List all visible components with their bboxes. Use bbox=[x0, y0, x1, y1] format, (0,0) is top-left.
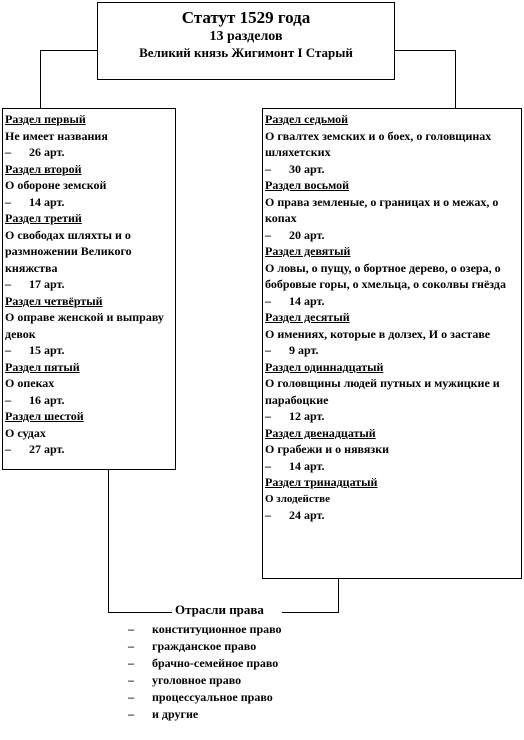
section-title: Раздел девятый bbox=[265, 244, 351, 258]
section-articles: – 27 арт. bbox=[5, 442, 65, 456]
statute-title: Статут 1529 года bbox=[181, 8, 311, 27]
section-articles: – 14 арт. bbox=[5, 194, 65, 209]
section-description: О гвалтех земских и о боех, о головщинах шляхетских bbox=[265, 128, 492, 159]
section-articles: – 24 арт. bbox=[265, 508, 325, 522]
section-item bbox=[265, 111, 519, 177]
section-articles: – 20 арт. bbox=[265, 227, 325, 242]
section-articles: – 15 арт. bbox=[5, 343, 65, 357]
section-articles: – 9 арт. bbox=[265, 343, 319, 357]
statute-subtitle: 13 разделов bbox=[209, 29, 283, 44]
statute-header-box bbox=[97, 2, 395, 80]
section-title: Раздел шестой bbox=[5, 409, 84, 423]
connector-left-horizontal bbox=[40, 50, 97, 51]
section-description: Не имеет названия bbox=[5, 128, 108, 143]
section-item bbox=[5, 408, 173, 458]
statute-ruler: Великий князь Жигимонт I Старый bbox=[139, 45, 353, 60]
section-title: Раздел восьмой bbox=[265, 178, 350, 192]
section-description: О судах bbox=[5, 425, 46, 440]
branch-item: – конституционное право bbox=[128, 622, 282, 636]
section-item bbox=[265, 309, 519, 359]
section-articles: – 14 арт. bbox=[265, 293, 325, 308]
connector-bottom-left-horizontal bbox=[108, 612, 172, 613]
section-title: Раздел двенадцатый bbox=[265, 425, 376, 440]
section-description: О головщины людей путных и мужицкие и парабоцкие bbox=[265, 376, 500, 407]
connector-right-horizontal bbox=[395, 50, 455, 51]
section-title: Раздел второй bbox=[5, 161, 82, 176]
section-item bbox=[5, 111, 173, 161]
section-title: Раздел тринадцатый bbox=[265, 475, 378, 489]
branches-list bbox=[128, 621, 282, 723]
branch-item: – уголовное право bbox=[128, 673, 242, 687]
branch-item: – брачно-семейное право bbox=[128, 656, 279, 670]
section-description: О ловы, о пущу, о бортное дерево, о озера, о бобровые горы, о хмельца, о соколвы гнёзда bbox=[265, 260, 506, 291]
section-title: Раздел седьмой bbox=[265, 112, 349, 126]
branch-item: – и другие bbox=[128, 707, 199, 721]
section-item bbox=[265, 474, 519, 524]
branch-item: – гражданское право bbox=[128, 639, 257, 653]
section-title: Раздел одиннадцатый bbox=[265, 359, 384, 374]
connector-bottom-left-vertical bbox=[108, 470, 109, 612]
section-articles: – 12 арт. bbox=[265, 409, 325, 423]
connector-bottom-right-horizontal bbox=[282, 612, 339, 613]
section-description: О имениях, которые в долзех, И о заставе bbox=[265, 326, 491, 341]
section-description: О опеках bbox=[5, 376, 55, 390]
section-item bbox=[5, 359, 173, 409]
section-articles: – 17 арт. bbox=[5, 277, 65, 291]
branch-item: – процессуальное право bbox=[128, 690, 273, 704]
section-item bbox=[265, 243, 519, 309]
section-item bbox=[5, 161, 173, 211]
section-title: Раздел десятый bbox=[265, 310, 350, 324]
section-item bbox=[265, 177, 519, 243]
section-articles: – 30 арт. bbox=[265, 161, 325, 176]
section-item bbox=[5, 293, 173, 359]
section-title: Раздел пятый bbox=[5, 359, 80, 374]
right-sections-box bbox=[262, 108, 522, 579]
section-articles: – 16 арт. bbox=[5, 392, 65, 407]
section-articles: – 14 арт. bbox=[265, 458, 325, 473]
section-description: О грабежи и о нявязки bbox=[265, 442, 390, 456]
section-articles: – 26 арт. bbox=[5, 145, 65, 159]
left-sections-box bbox=[2, 108, 176, 470]
section-description: О оправе женской и выправу девок bbox=[5, 310, 164, 341]
connector-right-vertical bbox=[455, 50, 456, 108]
section-title: Раздел четвёртый bbox=[5, 293, 103, 308]
section-description: О свободах шляхты и о размножении Великого княжства bbox=[5, 227, 132, 275]
section-title: Раздел первый bbox=[5, 112, 86, 126]
section-title: Раздел третий bbox=[5, 211, 82, 225]
section-item bbox=[5, 210, 173, 293]
section-description: О обороне земской bbox=[5, 178, 107, 192]
section-description: О злодействе bbox=[265, 492, 330, 505]
connector-left-vertical bbox=[40, 50, 41, 108]
connector-bottom-right-vertical bbox=[338, 579, 339, 612]
section-description: О права земленые, о границах и о межах, о копах bbox=[265, 194, 499, 225]
section-item bbox=[265, 359, 519, 425]
branches-title: Отрасли права bbox=[172, 602, 267, 618]
section-item bbox=[265, 425, 519, 475]
